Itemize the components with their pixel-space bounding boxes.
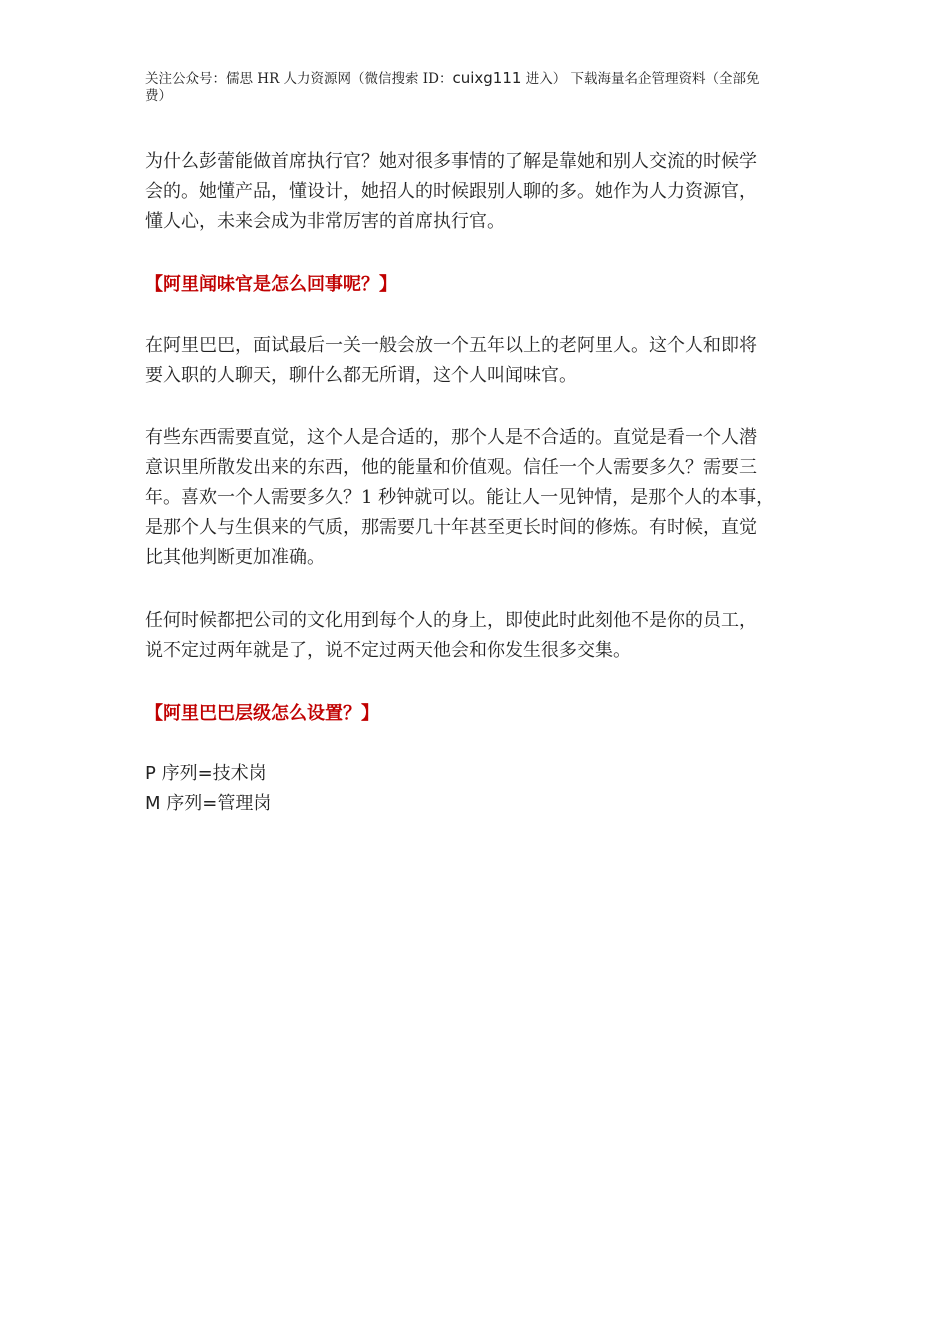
paragraph-line: 有些东西需要直觉，这个人是合适的，那个人是不合适的。直觉是看一个人潜	[145, 427, 757, 448]
header-line-2: 费）	[145, 88, 172, 104]
paragraph-line: 年。喜欢一个人需要多久？1 秒钟就可以。能让人一见钟情，是那个人的本事，	[145, 487, 775, 508]
paragraph-line: 为什么彭蕾能做首席执行官？她对很多事情的了解是靠她和别人交流的时候学	[145, 151, 757, 172]
sequence-p-line: P 序列=技术岗	[145, 763, 267, 784]
paragraph-line: 任何时候都把公司的文化用到每个人的身上，即使此时此刻他不是你的员工，	[145, 610, 757, 631]
page-header	[145, 70, 825, 105]
paragraph-line: 说不定过两年就是了，说不定过两天他会和你发生很多交集。	[145, 640, 631, 661]
header-wechat-id: cuixg111	[452, 69, 522, 87]
section-heading-smell-officer: 【阿里闻味官是怎么回事呢？】	[145, 274, 397, 295]
paragraph-intuition	[145, 423, 815, 573]
paragraph-line: 是那个人与生俱来的气质，那需要几十年甚至更长时间的修炼。有时候，直觉	[145, 517, 757, 538]
paragraph-line: 要入职的人聊天，聊什么都无所谓，这个人叫闻味官。	[145, 365, 577, 386]
paragraph-peng-lei	[145, 147, 815, 237]
sequence-m-line: M 序列=管理岗	[145, 793, 272, 814]
paragraph-culture	[145, 606, 815, 666]
header-suffix: 进入） 下载海量名企管理资料（全部免	[521, 71, 760, 87]
header-line-1	[145, 70, 825, 88]
header-prefix: 关注公众号：儒思 HR 人力资源网（微信搜索 ID：	[145, 71, 453, 87]
paragraph-line: 懂人心，未来会成为非常厉害的首席执行官。	[145, 211, 505, 232]
paragraph-line: 会的。她懂产品，懂设计，她招人的时候跟别人聊的多。她作为人力资源官，	[145, 181, 757, 202]
paragraph-line: 意识里所散发出来的东西，他的能量和价值观。信任一个人需要多久？需要三	[145, 457, 757, 478]
section-heading-levels: 【阿里巴巴层级怎么设置？】	[145, 703, 379, 724]
paragraph-line: 在阿里巴巴，面试最后一关一般会放一个五年以上的老阿里人。这个人和即将	[145, 335, 757, 356]
paragraph-line: 比其他判断更加准确。	[145, 547, 325, 568]
paragraph-interview	[145, 331, 815, 391]
